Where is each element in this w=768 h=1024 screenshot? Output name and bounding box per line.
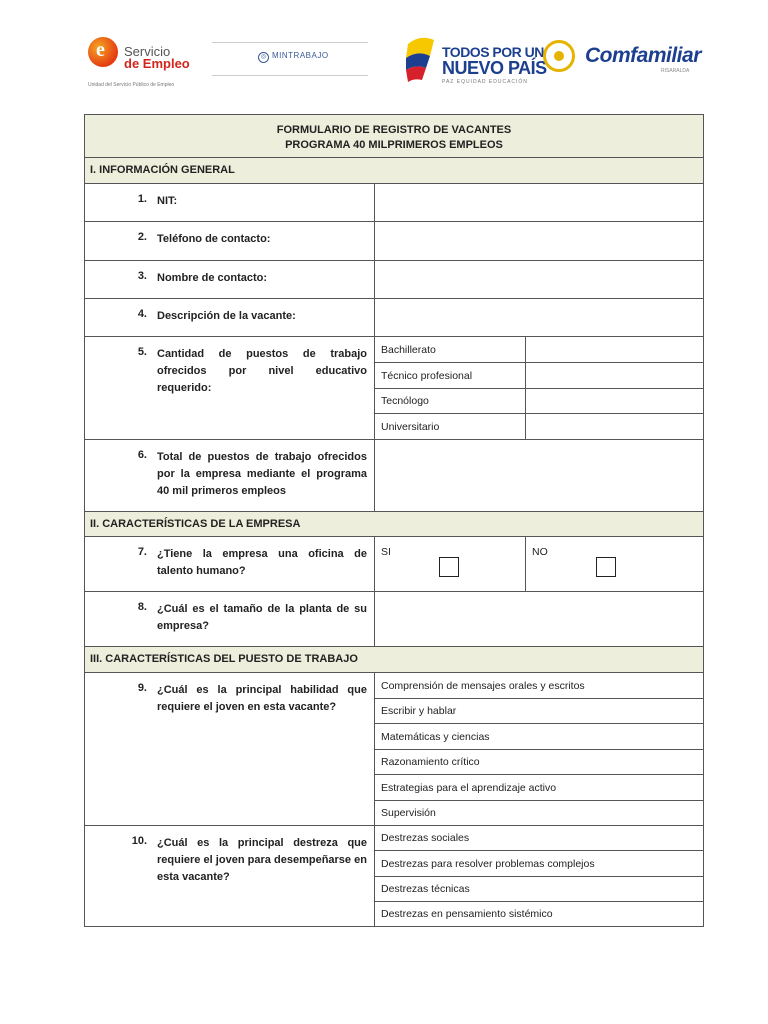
todos-por-un-nuevo-pais-logo — [402, 30, 547, 92]
question-number: 5. — [137, 346, 147, 358]
question-number: 2. — [137, 231, 147, 243]
question-number: 7. — [137, 546, 147, 558]
comfamiliar-emblem-icon — [543, 40, 575, 72]
mintrabajo-emblem-icon: ◎ — [258, 52, 269, 63]
form-title — [85, 115, 703, 158]
option-label: Supervisión — [381, 807, 436, 819]
question-text: ¿Cuál es la principal habilidad que requiere el joven en esta vacante? — [157, 684, 367, 713]
option-label: Escribir y hablar — [381, 705, 457, 717]
vacancy-description-answer-field[interactable] — [375, 299, 703, 336]
question-row — [85, 299, 703, 337]
no-checkbox[interactable] — [596, 557, 616, 577]
section-header: III. CARACTERÍSTICAS DEL PUESTO DE TRABAJO — [85, 647, 703, 673]
question-text: ¿Tiene la empresa una oficina de talento humano? — [157, 548, 367, 577]
question-row — [85, 592, 703, 647]
option-row[interactable] — [375, 902, 703, 926]
question-number: 1. — [137, 193, 147, 205]
option-row[interactable] — [375, 851, 703, 877]
question-row — [85, 673, 703, 826]
option-label: Técnico profesional — [381, 370, 473, 382]
education-level-options — [375, 337, 703, 439]
logo-subtext: RISARALDA — [661, 68, 690, 74]
logo-text: MINTRABAJO — [272, 51, 329, 60]
header-logos — [0, 30, 768, 95]
question-text: ¿Cuál es el tamaño de la planta de su empresa? — [157, 603, 367, 632]
question-text: Total de puestos de trabajo ofrecidos por la empresa mediante el programa 40 mil primeros empleos — [157, 451, 367, 497]
question-row — [85, 826, 703, 926]
option-label: Tecnólogo — [381, 395, 429, 407]
option-row[interactable] — [375, 337, 703, 363]
vacancy-registration-form — [84, 114, 704, 927]
option-row[interactable] — [375, 389, 703, 414]
comfamiliar-logo — [543, 40, 703, 80]
section-header: II. CARACTERÍSTICAS DE LA EMPRESA — [85, 512, 703, 537]
question-text: Descripción de la vacante: — [157, 310, 296, 322]
form-title-line: FORMULARIO DE REGISTRO DE VACANTES — [276, 124, 512, 136]
question-row — [85, 184, 703, 222]
question-number: 6. — [137, 449, 147, 461]
option-row[interactable] — [375, 414, 703, 440]
question-number: 8. — [137, 601, 147, 613]
option-label: Destrezas técnicas — [381, 883, 470, 895]
form-title-line: PROGRAMA 40 MILPRIMEROS EMPLEOS — [285, 139, 503, 151]
option-label: Destrezas en pensamiento sistémico — [381, 908, 553, 920]
logo-text: Servicio — [124, 44, 171, 59]
option-row[interactable] — [375, 750, 703, 775]
option-row[interactable] — [375, 724, 703, 750]
question-number: 9. — [137, 682, 147, 694]
question-row — [85, 337, 703, 440]
option-label: Universitario — [381, 421, 440, 433]
total-positions-answer-field[interactable] — [375, 440, 703, 511]
logo-subtext: Unidad del Servicio Público de Empleo — [88, 82, 175, 88]
servicio-empleo-logo — [88, 34, 198, 90]
option-label: Matemáticas y ciencias — [381, 731, 490, 743]
question-number: 4. — [137, 308, 147, 320]
question-number: 3. — [137, 270, 147, 282]
option-label: Comprensión de mensajes orales y escritos — [381, 680, 585, 692]
colombia-flag-icon — [402, 34, 438, 86]
option-row[interactable] — [375, 826, 703, 851]
yes-label: SI — [381, 546, 391, 558]
option-row[interactable] — [375, 801, 703, 826]
no-label: NO — [532, 546, 548, 558]
question-row — [85, 440, 703, 512]
option-label: Razonamiento crítico — [381, 756, 480, 768]
question-number: 10. — [131, 835, 147, 847]
phone-answer-field[interactable] — [375, 222, 703, 260]
no-option — [526, 537, 703, 591]
question-text: Teléfono de contacto: — [157, 233, 271, 245]
logo-text: de Empleo — [124, 56, 190, 71]
logo-subtext: PAZ EQUIDAD EDUCACIÓN — [442, 79, 528, 85]
option-row[interactable] — [375, 673, 703, 699]
question-text: Cantidad de puestos de trabajo ofrecidos por nivel educativo requerido: — [157, 348, 367, 394]
mintrabajo-logo — [212, 42, 368, 76]
yes-option — [375, 537, 526, 591]
option-row[interactable] — [375, 699, 703, 724]
option-row[interactable] — [375, 363, 703, 389]
question-row — [85, 537, 703, 592]
option-label: Estrategias para el aprendizaje activo — [381, 782, 557, 794]
yes-checkbox[interactable] — [439, 557, 459, 577]
dexterity-options — [375, 826, 703, 926]
question-text: NIT: — [157, 195, 178, 207]
option-label: Destrezas para resolver problemas complejos — [381, 858, 595, 870]
question-text: ¿Cuál es la principal destreza que requiere el joven para desempeñarse en esta vacante? — [157, 837, 367, 883]
logo-text: TODOS POR UN — [442, 44, 544, 60]
question-row — [85, 222, 703, 261]
option-row[interactable] — [375, 775, 703, 801]
logo-text: NUEVO PAÍS — [442, 58, 547, 78]
option-row[interactable] — [375, 877, 703, 902]
nit-answer-field[interactable] — [375, 184, 703, 221]
company-size-answer-field[interactable] — [375, 592, 703, 646]
option-label: Destrezas sociales — [381, 832, 470, 844]
servicio-empleo-emblem-icon: e — [88, 37, 118, 67]
skill-options — [375, 673, 703, 825]
logo-text: Comfamiliar — [585, 44, 701, 67]
question-row — [85, 261, 703, 299]
option-label: Bachillerato — [381, 344, 436, 356]
contact-name-answer-field[interactable] — [375, 261, 703, 298]
section-header: I. INFORMACIÓN GENERAL — [85, 158, 703, 184]
question-text: Nombre de contacto: — [157, 272, 268, 284]
